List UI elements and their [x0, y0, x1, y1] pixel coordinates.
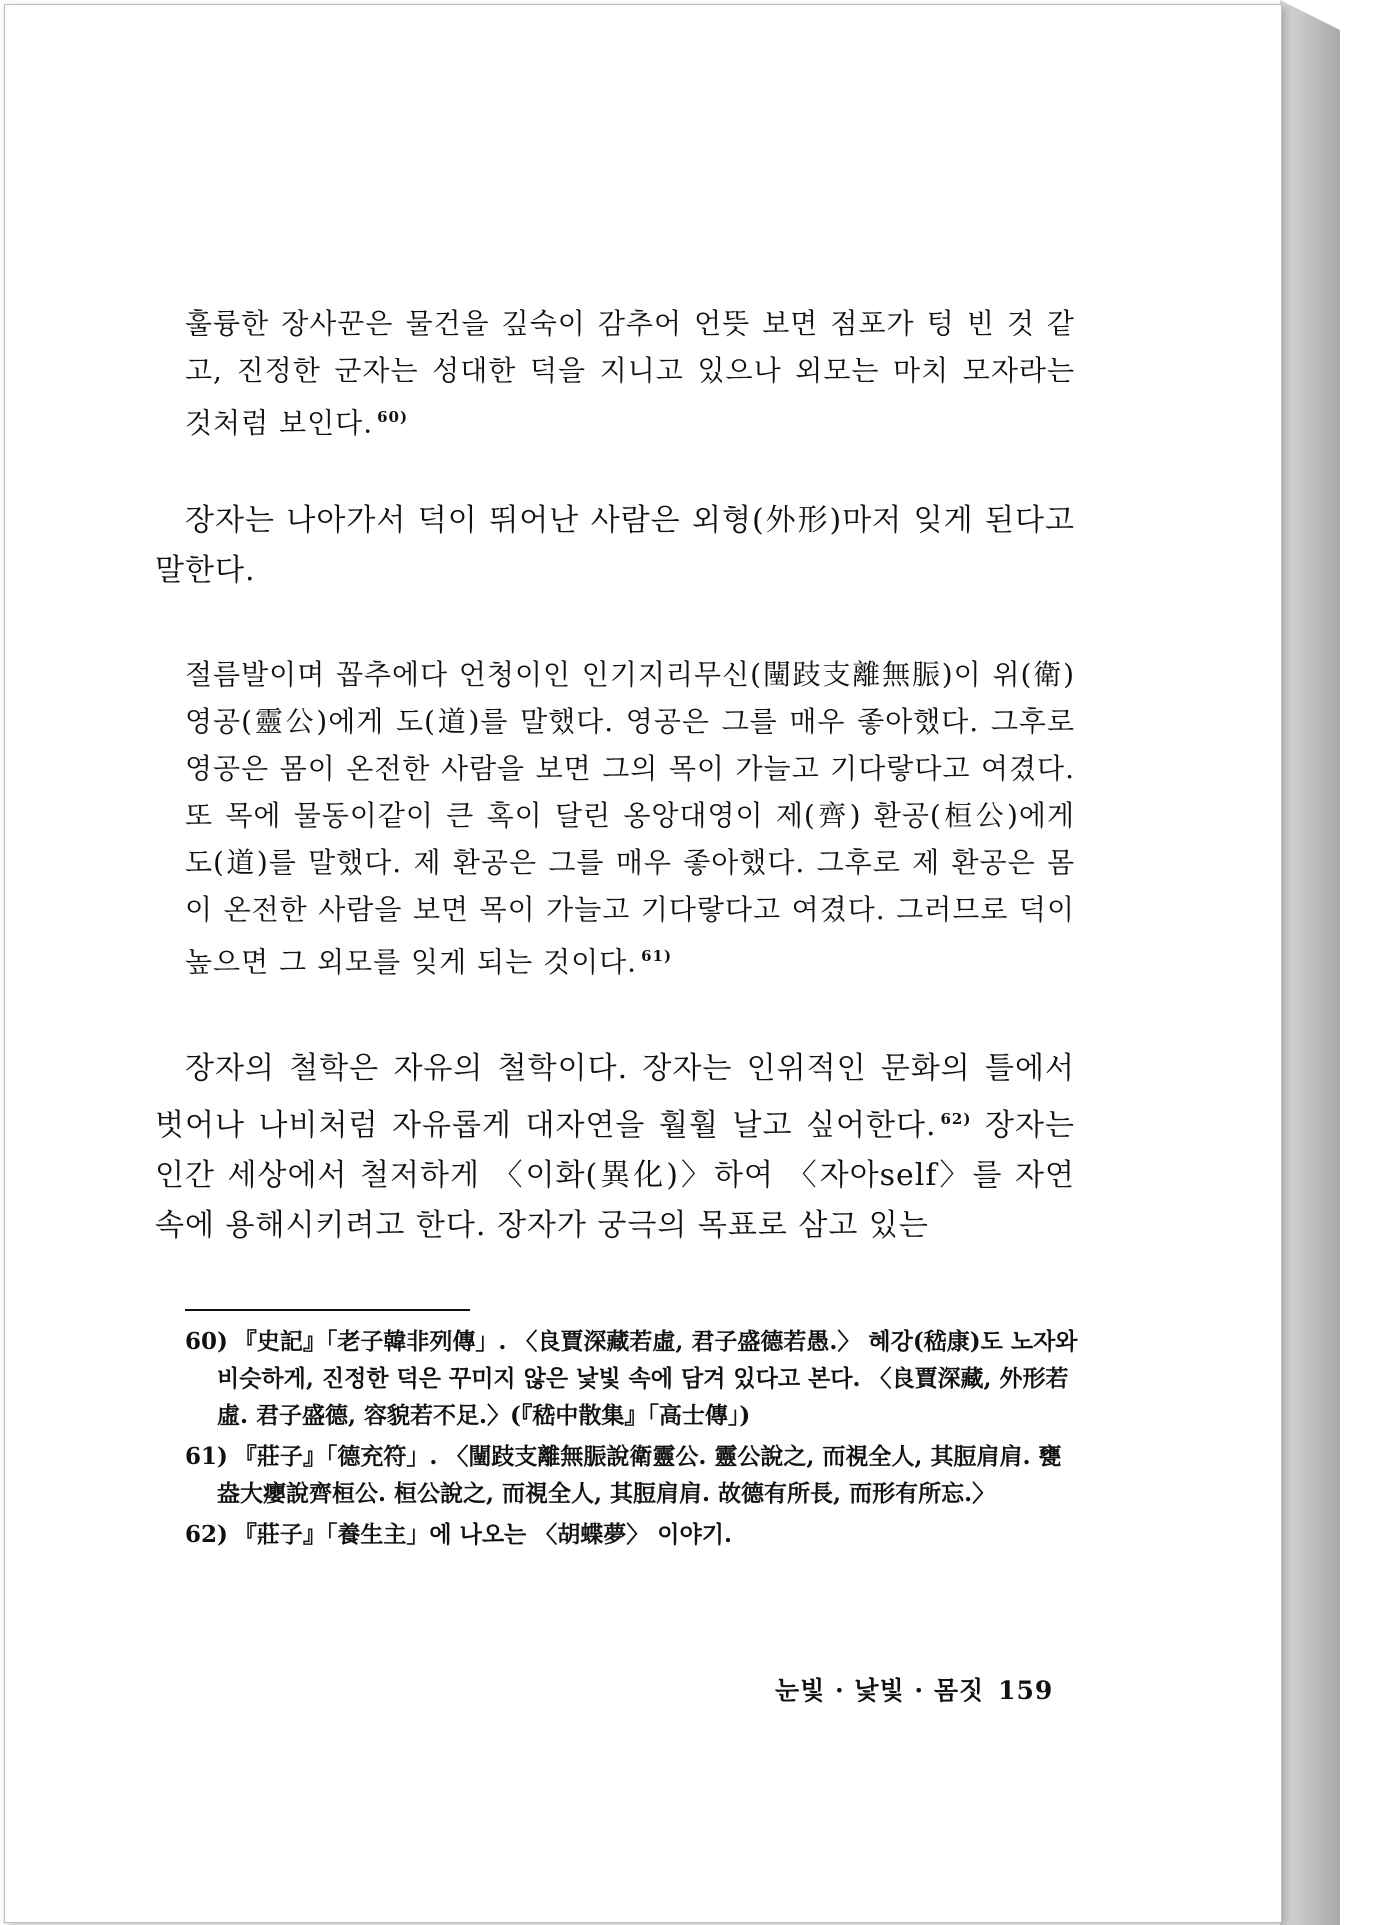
footnote-text: 『莊子』「德充符」. 〈闉跂支離無脤說衛靈公. 靈公說之, 而視全人, 其脰肩肩. 甕盎大癭說齊桓公. 桓公說之, 而視全人, 其脰肩肩. 故德有所長, 而形有所忘.〉 [217, 1443, 1062, 1507]
footnote-number: 62) [185, 1521, 228, 1548]
paragraph-2: 장자는 나아가서 덕이 뛰어난 사람은 외형(外形)마저 잊게 된다고 말한다. [155, 503, 1075, 589]
footnotes [185, 1323, 1080, 1557]
footnote-ref-61[interactable]: 61) [641, 947, 673, 966]
footnote-divider [185, 1309, 470, 1311]
quote-text: 훌륭한 장사꾼은 물건을 깊숙이 감추어 언뜻 보면 점포가 텅 빈 것 같고, 진정한 군자는 성대한 덕을 지니고 있으나 외모는 마치 모자라는 것처럼 보인다. [185, 307, 1075, 440]
page-stack-edge [1280, 0, 1340, 1925]
footnote-text: 『史記』「老子韓非列傳」. 〈良賈深藏若虛, 君子盛德若愚.〉 혜강(嵇康)도 노자와 비슷하게, 진정한 덕은 꾸미지 않은 낯빛 속에 담겨 있다고 본다. 〈良賈深藏, 外形若虛. 君子盛德, 容貌若不足.〉(『嵇中散集』「高士傳」) [217, 1328, 1078, 1429]
footnote-62 [185, 1516, 1080, 1553]
page-number: 159 [998, 1676, 1054, 1705]
paragraph-text: 장자의 철학은 자유의 철학이다. 장자는 인위적인 문화의 틀에서 벗어나 나비처럼 자유롭게 대자연을 훨훨 날고 싶어한다. [155, 1050, 1075, 1143]
footnote-number: 60) [185, 1328, 228, 1355]
footnote-61 [185, 1438, 1080, 1512]
paragraph-4 [155, 1044, 1075, 1251]
running-footer [775, 1671, 1053, 1707]
paragraph-text: 장자는 인간 세상에서 철저하게 〈이화(異化)〉하여 〈자아self〉를 자연 속에 용해시키려고 한다. 장자가 궁극의 목표로 삼고 있는 [155, 1107, 1075, 1243]
quote-block-1 [155, 300, 1075, 446]
quote-block-2 [155, 651, 1075, 985]
book-page [4, 4, 1282, 1923]
footnote-ref-60[interactable]: 60) [377, 408, 409, 426]
footnote-ref-62[interactable]: 62) [940, 1109, 972, 1128]
running-title: 눈빛 · 낯빛 · 몸짓 [775, 1676, 985, 1705]
footnote-number: 61) [185, 1443, 228, 1470]
body-text [155, 300, 1075, 1251]
footnote-text: 『莊子』「養生主」에 나오는 〈胡蝶夢〉 이야기. [233, 1521, 732, 1548]
quote-text: 절름발이며 꼽추에다 언청이인 인기지리무신(闉跂支離無脤)이 위(衛) 영공(靈公)에게 도(道)를 말했다. 영공은 그를 매우 좋아했다. 그후로 영공은 몸이 온전한 사람을 보면 그의 목이 가늘고 기다랗다고 여겼다. 또 목에 물동이같이 큰 혹이 달린 옹앙대영이 제(齊) 환공(桓公)에게 도(道)를 말했다. 제 환공은 그를 매우 좋아했다. 그후로 제 환공은 몸이 온전한 사람을 보면 목이 가늘고 기다랗다고 여겼다. 그러므로 덕이 높으면 그 외모를 잊게 되는 것이다. [185, 658, 1075, 979]
footnote-60 [185, 1323, 1080, 1434]
